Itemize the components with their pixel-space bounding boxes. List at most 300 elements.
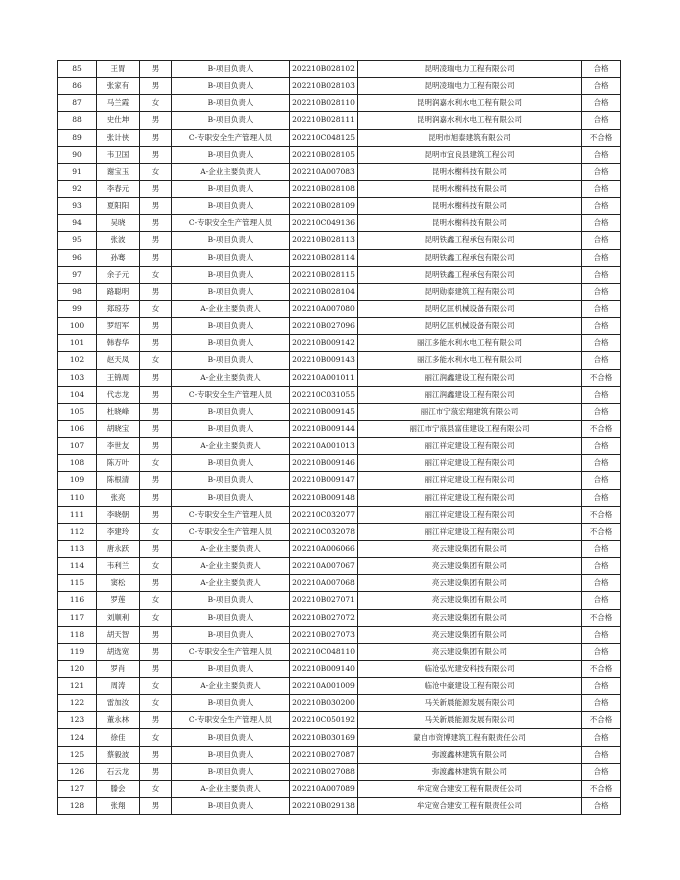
exam-result: 合格 [582, 455, 621, 472]
row-number: 85 [58, 61, 97, 78]
certificate-number: 202210C031055 [290, 386, 358, 403]
role-category: B-项目负责人 [172, 95, 290, 112]
company-name: 丽江润鑫建设工程有限公司 [358, 386, 582, 403]
gender: 男 [140, 78, 172, 95]
table-row [58, 215, 621, 232]
gender: 男 [140, 420, 172, 437]
role-category: B-项目负责人 [172, 180, 290, 197]
gender: 女 [140, 523, 172, 540]
row-number: 111 [58, 506, 97, 523]
gender: 男 [140, 61, 172, 78]
gender: 男 [140, 146, 172, 163]
gender: 女 [140, 780, 172, 797]
person-name: 陈根清 [97, 472, 140, 489]
table-row [58, 798, 621, 815]
gender: 女 [140, 266, 172, 283]
table-row [58, 300, 621, 317]
person-name: 马兰霞 [97, 95, 140, 112]
role-category: B-项目负责人 [172, 592, 290, 609]
certificate-number: 202210B009147 [290, 472, 358, 489]
person-name: 石云龙 [97, 763, 140, 780]
company-name: 昆明亿匡机械设备有限公司 [358, 318, 582, 335]
certificate-number: 202210B030169 [290, 729, 358, 746]
gender: 男 [140, 318, 172, 335]
person-name: 胡晓宝 [97, 420, 140, 437]
gender: 男 [140, 626, 172, 643]
row-number: 105 [58, 403, 97, 420]
role-category: B-项目负责人 [172, 729, 290, 746]
certificate-number: 202210B009146 [290, 455, 358, 472]
person-name: 陈万叶 [97, 455, 140, 472]
table-row [58, 678, 621, 695]
role-category: A-企业主要负责人 [172, 780, 290, 797]
certificate-number: 202210A001013 [290, 438, 358, 455]
table-row [58, 660, 621, 677]
person-name: 唐永跃 [97, 540, 140, 557]
certificate-number: 202210B028113 [290, 232, 358, 249]
exam-result: 合格 [582, 335, 621, 352]
person-name: 张家有 [97, 78, 140, 95]
gender: 男 [140, 489, 172, 506]
table-row [58, 266, 621, 283]
role-category: C-专职安全生产管理人员 [172, 506, 290, 523]
row-number: 128 [58, 798, 97, 815]
certificate-number: 202210B027096 [290, 318, 358, 335]
person-name: 雷加汝 [97, 695, 140, 712]
person-name: 张翔 [97, 798, 140, 815]
row-number: 97 [58, 266, 97, 283]
company-name: 昆明润嘉水利水电工程有限公司 [358, 112, 582, 129]
company-name: 丽江祥定建设工程有限公司 [358, 438, 582, 455]
table-row [58, 575, 621, 592]
table-row [58, 180, 621, 197]
person-name: 路聪明 [97, 283, 140, 300]
gender: 男 [140, 506, 172, 523]
role-category: A-企业主要负责人 [172, 575, 290, 592]
table-row [58, 472, 621, 489]
exam-result: 合格 [582, 112, 621, 129]
row-number: 102 [58, 352, 97, 369]
person-name: 罗莲 [97, 592, 140, 609]
role-category: A-企业主要负责人 [172, 558, 290, 575]
certificate-number: 202210B027073 [290, 626, 358, 643]
gender: 男 [140, 712, 172, 729]
gender: 女 [140, 352, 172, 369]
role-category: B-项目负责人 [172, 746, 290, 763]
company-name: 丽江祥定建设工程有限公司 [358, 506, 582, 523]
certificate-number: 202210B028109 [290, 198, 358, 215]
role-category: B-项目负责人 [172, 198, 290, 215]
company-name: 丽江市宁蒗宏翔建筑有限公司 [358, 403, 582, 420]
table-row [58, 746, 621, 763]
certificate-number: 202210B009142 [290, 335, 358, 352]
role-category: B-项目负责人 [172, 232, 290, 249]
table-row [58, 626, 621, 643]
row-number: 90 [58, 146, 97, 163]
table-row [58, 249, 621, 266]
gender: 男 [140, 232, 172, 249]
person-name: 韦利兰 [97, 558, 140, 575]
person-name: 夏阳阳 [97, 198, 140, 215]
certificate-number: 202210A007068 [290, 575, 358, 592]
table-row [58, 763, 621, 780]
row-number: 107 [58, 438, 97, 455]
exam-result: 合格 [582, 283, 621, 300]
row-number: 89 [58, 129, 97, 146]
person-name: 李世友 [97, 438, 140, 455]
person-name: 蔡毅波 [97, 746, 140, 763]
role-category: C-专职安全生产管理人员 [172, 643, 290, 660]
certificate-number: 202210A007067 [290, 558, 358, 575]
company-name: 马关新晨能源发展有限公司 [358, 712, 582, 729]
gender: 女 [140, 300, 172, 317]
certificate-number: 202210B028115 [290, 266, 358, 283]
role-category: B-项目负责人 [172, 266, 290, 283]
row-number: 93 [58, 198, 97, 215]
role-category: C-专职安全生产管理人员 [172, 129, 290, 146]
table-row [58, 283, 621, 300]
exam-result: 合格 [582, 95, 621, 112]
certificate-number: 202210B028104 [290, 283, 358, 300]
company-name: 亮云建设集团有限公司 [358, 558, 582, 575]
role-category: B-项目负责人 [172, 489, 290, 506]
gender: 男 [140, 129, 172, 146]
role-category: B-项目负责人 [172, 112, 290, 129]
table-row [58, 198, 621, 215]
gender: 男 [140, 660, 172, 677]
exam-result: 合格 [582, 798, 621, 815]
row-number: 112 [58, 523, 97, 540]
exam-result: 合格 [582, 575, 621, 592]
row-number: 121 [58, 678, 97, 695]
company-name: 昆明水榭科技有限公司 [358, 198, 582, 215]
company-name: 丽江多能水利水电工程有限公司 [358, 335, 582, 352]
table-row [58, 506, 621, 523]
exam-result: 不合格 [582, 129, 621, 146]
exam-result: 合格 [582, 198, 621, 215]
certificate-number: 202210A007089 [290, 780, 358, 797]
company-name: 马关新晨能源发展有限公司 [358, 695, 582, 712]
exam-result: 不合格 [582, 660, 621, 677]
exam-result: 合格 [582, 729, 621, 746]
table-row [58, 369, 621, 386]
gender: 男 [140, 763, 172, 780]
company-name: 亮云建设集团有限公司 [358, 609, 582, 626]
company-name: 亮云建设集团有限公司 [358, 540, 582, 557]
gender: 女 [140, 455, 172, 472]
certificate-number: 202210C032078 [290, 523, 358, 540]
certificate-number: 202210B028105 [290, 146, 358, 163]
person-name: 刘顺利 [97, 609, 140, 626]
person-name: 谢宝玉 [97, 163, 140, 180]
gender: 男 [140, 438, 172, 455]
table-row [58, 129, 621, 146]
exam-result: 合格 [582, 678, 621, 695]
company-name: 昆明铁鑫工程承包有限公司 [358, 266, 582, 283]
exam-result: 合格 [582, 763, 621, 780]
gender: 男 [140, 746, 172, 763]
gender: 女 [140, 163, 172, 180]
gender: 男 [140, 198, 172, 215]
certificate-number: 202210B027072 [290, 609, 358, 626]
company-name: 昆明水榭科技有限公司 [358, 163, 582, 180]
gender: 男 [140, 335, 172, 352]
gender: 男 [140, 575, 172, 592]
certificate-number: 202210A006066 [290, 540, 358, 557]
person-name: 胡选宽 [97, 643, 140, 660]
person-name: 余子元 [97, 266, 140, 283]
exam-result: 合格 [582, 472, 621, 489]
person-name: 罗肖 [97, 660, 140, 677]
row-number: 96 [58, 249, 97, 266]
role-category: B-项目负责人 [172, 420, 290, 437]
row-number: 127 [58, 780, 97, 797]
role-category: A-企业主要负责人 [172, 678, 290, 695]
row-number: 87 [58, 95, 97, 112]
certificate-number: 202210B027071 [290, 592, 358, 609]
row-number: 117 [58, 609, 97, 626]
certificate-number: 202210A001009 [290, 678, 358, 695]
gender: 男 [140, 798, 172, 815]
results-table [57, 60, 621, 815]
role-category: A-企业主要负责人 [172, 540, 290, 557]
role-category: B-项目负责人 [172, 695, 290, 712]
gender: 女 [140, 95, 172, 112]
gender: 女 [140, 729, 172, 746]
table-row [58, 558, 621, 575]
row-number: 120 [58, 660, 97, 677]
company-name: 牟定宽合建安工程有限责任公司 [358, 780, 582, 797]
table-row [58, 780, 621, 797]
gender: 女 [140, 609, 172, 626]
certificate-number: 202210C050192 [290, 712, 358, 729]
company-name: 牟定宽合建安工程有限责任公司 [358, 798, 582, 815]
table-row [58, 540, 621, 557]
row-number: 125 [58, 746, 97, 763]
row-number: 115 [58, 575, 97, 592]
person-name: 郑琼芬 [97, 300, 140, 317]
role-category: A-企业主要负责人 [172, 438, 290, 455]
company-name: 丽江祥定建设工程有限公司 [358, 489, 582, 506]
exam-result: 合格 [582, 266, 621, 283]
company-name: 昆明铁鑫工程承包有限公司 [358, 232, 582, 249]
exam-result: 合格 [582, 300, 621, 317]
row-number: 92 [58, 180, 97, 197]
exam-result: 不合格 [582, 780, 621, 797]
role-category: B-项目负责人 [172, 626, 290, 643]
exam-result: 不合格 [582, 420, 621, 437]
table-row [58, 592, 621, 609]
role-category: A-企业主要负责人 [172, 163, 290, 180]
person-name: 李建玲 [97, 523, 140, 540]
row-number: 100 [58, 318, 97, 335]
person-name: 张计侠 [97, 129, 140, 146]
certificate-number: 202210B009145 [290, 403, 358, 420]
person-name: 张亮 [97, 489, 140, 506]
company-name: 亮云建设集团有限公司 [358, 575, 582, 592]
gender: 男 [140, 283, 172, 300]
row-number: 91 [58, 163, 97, 180]
company-name: 丽江祥定建设工程有限公司 [358, 455, 582, 472]
person-name: 赵天凤 [97, 352, 140, 369]
table-row [58, 729, 621, 746]
table-row [58, 489, 621, 506]
table-row [58, 455, 621, 472]
table-row [58, 95, 621, 112]
gender: 女 [140, 558, 172, 575]
row-number: 86 [58, 78, 97, 95]
role-category: B-项目负责人 [172, 318, 290, 335]
row-number: 108 [58, 455, 97, 472]
exam-result: 合格 [582, 180, 621, 197]
gender: 男 [140, 643, 172, 660]
company-name: 弥渡鑫林建筑有限公司 [358, 763, 582, 780]
person-name: 王锦周 [97, 369, 140, 386]
gender: 男 [140, 369, 172, 386]
company-name: 昆明亿匡机械设备有限公司 [358, 300, 582, 317]
exam-result: 合格 [582, 438, 621, 455]
company-name: 丽江祥定建设工程有限公司 [358, 523, 582, 540]
row-number: 119 [58, 643, 97, 660]
certificate-number: 202210B030200 [290, 695, 358, 712]
person-name: 罗绍军 [97, 318, 140, 335]
exam-result: 合格 [582, 746, 621, 763]
row-number: 88 [58, 112, 97, 129]
certificate-number: 202210A001011 [290, 369, 358, 386]
company-name: 丽江市宁蒗县富佳建设工程有限公司 [358, 420, 582, 437]
table-row [58, 146, 621, 163]
role-category: C-专职安全生产管理人员 [172, 523, 290, 540]
person-name: 杜晓峰 [97, 403, 140, 420]
company-name: 蒙自市资博建筑工程有限责任公司 [358, 729, 582, 746]
company-name: 临沧弘光建安科技有限公司 [358, 660, 582, 677]
gender: 男 [140, 215, 172, 232]
company-name: 昆明凌瑞电力工程有限公司 [358, 78, 582, 95]
company-name: 丽江润鑫建设工程有限公司 [358, 369, 582, 386]
exam-result: 合格 [582, 352, 621, 369]
certificate-number: 202210B027088 [290, 763, 358, 780]
company-name: 昆明铁鑫工程承包有限公司 [358, 249, 582, 266]
row-number: 113 [58, 540, 97, 557]
exam-result: 合格 [582, 489, 621, 506]
person-name: 史仕坤 [97, 112, 140, 129]
gender: 女 [140, 695, 172, 712]
person-name: 李春元 [97, 180, 140, 197]
gender: 男 [140, 386, 172, 403]
role-category: B-项目负责人 [172, 352, 290, 369]
exam-result: 合格 [582, 558, 621, 575]
table-row [58, 318, 621, 335]
table-row [58, 643, 621, 660]
row-number: 124 [58, 729, 97, 746]
gender: 女 [140, 592, 172, 609]
person-name: 李晓朝 [97, 506, 140, 523]
row-number: 94 [58, 215, 97, 232]
exam-result: 不合格 [582, 506, 621, 523]
row-number: 110 [58, 489, 97, 506]
table-row [58, 695, 621, 712]
exam-result: 合格 [582, 61, 621, 78]
exam-result: 合格 [582, 643, 621, 660]
certificate-number: 202210B009143 [290, 352, 358, 369]
company-name: 昆明水榭科技有限公司 [358, 180, 582, 197]
certificate-number: 202210C048110 [290, 643, 358, 660]
person-name: 胡天智 [97, 626, 140, 643]
role-category: B-项目负责人 [172, 798, 290, 815]
row-number: 123 [58, 712, 97, 729]
exam-result: 合格 [582, 540, 621, 557]
exam-result: 合格 [582, 215, 621, 232]
table-row [58, 420, 621, 437]
table-row [58, 523, 621, 540]
role-category: B-项目负责人 [172, 763, 290, 780]
table-row [58, 712, 621, 729]
certificate-number: 202210B009140 [290, 660, 358, 677]
person-name: 滕会 [97, 780, 140, 797]
table-row [58, 61, 621, 78]
certificate-number: 202210B028102 [290, 61, 358, 78]
role-category: B-项目负责人 [172, 146, 290, 163]
role-category: B-项目负责人 [172, 78, 290, 95]
row-number: 114 [58, 558, 97, 575]
person-name: 徐佳 [97, 729, 140, 746]
role-category: B-项目负责人 [172, 335, 290, 352]
row-number: 126 [58, 763, 97, 780]
row-number: 103 [58, 369, 97, 386]
person-name: 孙骞 [97, 249, 140, 266]
row-number: 104 [58, 386, 97, 403]
role-category: A-企业主要负责人 [172, 300, 290, 317]
row-number: 118 [58, 626, 97, 643]
certificate-number: 202210B029138 [290, 798, 358, 815]
company-name: 弥渡鑫林建筑有限公司 [358, 746, 582, 763]
person-name: 董永林 [97, 712, 140, 729]
certificate-number: 202210A007083 [290, 163, 358, 180]
company-name: 丽江祥定建设工程有限公司 [358, 472, 582, 489]
gender: 女 [140, 678, 172, 695]
row-number: 99 [58, 300, 97, 317]
gender: 男 [140, 180, 172, 197]
person-name: 吴晓 [97, 215, 140, 232]
certificate-number: 202210C048125 [290, 129, 358, 146]
company-name: 昆明润嘉水利水电工程有限公司 [358, 95, 582, 112]
certificate-number: 202210B027087 [290, 746, 358, 763]
exam-result: 合格 [582, 232, 621, 249]
exam-result: 不合格 [582, 523, 621, 540]
certificate-number: 202210B028103 [290, 78, 358, 95]
exam-result: 合格 [582, 249, 621, 266]
role-category: B-项目负责人 [172, 472, 290, 489]
certificate-number: 202210C049136 [290, 215, 358, 232]
table-row [58, 78, 621, 95]
exam-result: 合格 [582, 78, 621, 95]
exam-result: 不合格 [582, 609, 621, 626]
role-category: B-项目负责人 [172, 249, 290, 266]
exam-result: 不合格 [582, 369, 621, 386]
table-row [58, 112, 621, 129]
company-name: 昆明凌瑞电力工程有限公司 [358, 61, 582, 78]
certificate-number: 202210B009144 [290, 420, 358, 437]
company-name: 临沧中豪建设工程有限公司 [358, 678, 582, 695]
certificate-number: 202210C032077 [290, 506, 358, 523]
certificate-number: 202210A007080 [290, 300, 358, 317]
certificate-number: 202210B009148 [290, 489, 358, 506]
company-name: 昆明勋泰建筑工程有限公司 [358, 283, 582, 300]
gender: 男 [140, 249, 172, 266]
table-row [58, 232, 621, 249]
exam-result: 合格 [582, 386, 621, 403]
row-number: 101 [58, 335, 97, 352]
